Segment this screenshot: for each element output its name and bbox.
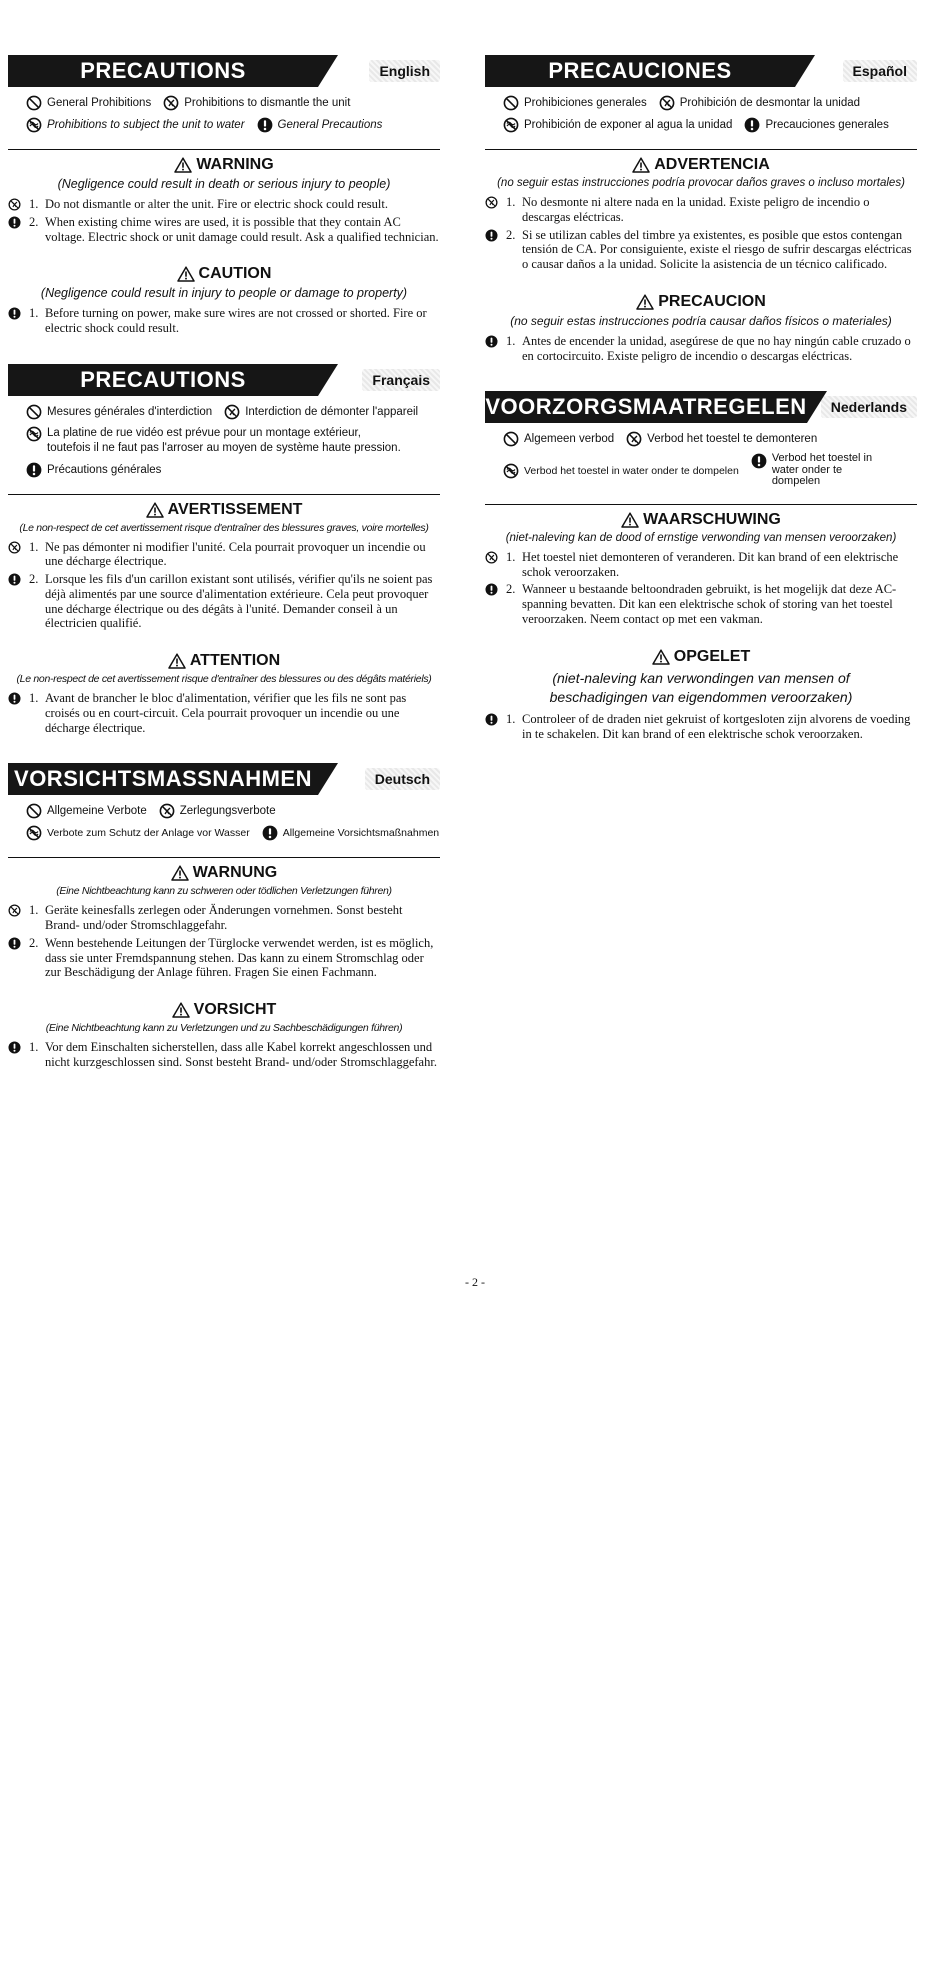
no-water-icon — [26, 825, 42, 841]
legend-water: Verbote zum Schutz der Anlage vor Wasser — [26, 825, 250, 841]
no-dismantle-icon — [8, 904, 21, 917]
warning-triangle-icon — [174, 157, 192, 173]
section-header — [8, 364, 440, 396]
caution-title: OPGELET — [485, 648, 917, 666]
caution-subtitle: (Le non-respect de cet avertissement risque d'entraîner des blessures ou des dégâts matériels) — [16, 673, 432, 686]
no-water-icon — [503, 117, 519, 133]
no-dismantle-icon — [485, 196, 498, 209]
list-item: 1. Vor dem Einschalten sicherstellen, dass alle Kabel korrekt angeschlossen und nicht kurzgeschlossen sind. Sonst besteht Brand- und/oder Stromschlaggefahr. — [8, 1040, 440, 1070]
warning-title: AVERTISSEMENT — [8, 501, 440, 519]
no-water-icon — [503, 463, 519, 479]
exclamation-icon — [744, 117, 760, 133]
prohibition-icon — [503, 95, 519, 111]
warning-title: WARNUNG — [8, 864, 440, 882]
caution-title: PRECAUCION — [485, 293, 917, 311]
warning-triangle-icon — [621, 512, 639, 528]
exclamation-icon — [485, 335, 498, 348]
header-title: VOORZORGSMAATREGELEN — [485, 391, 807, 423]
warning-title: WARNING — [8, 156, 440, 174]
no-water-icon — [26, 117, 42, 133]
legend-general-precautions: Precauciones generales — [744, 117, 888, 133]
caution-title: CAUTION — [8, 265, 440, 283]
no-dismantle-icon — [159, 803, 175, 819]
legend-dismantle: Interdiction de démonter l'appareil — [224, 404, 418, 420]
warning-triangle-icon — [636, 294, 654, 310]
warning-subtitle: (niet-naleving kan de dood of ernstige verwonding van mensen veroorzaken) — [505, 531, 897, 544]
legend-general-prohibitions: Prohibiciones generales — [503, 95, 647, 111]
legend-water: Prohibición de exponer al agua la unidad — [503, 117, 732, 133]
legend-general-precautions: Précautions générales — [26, 462, 161, 478]
legend-general-precautions: Verbod het toestel in water onder te dompelen — [751, 453, 882, 488]
divider — [8, 149, 440, 150]
header-title: PRECAUTIONS — [8, 55, 318, 87]
warning-subtitle: (Eine Nichtbeachtung kann zu schweren oder tödlichen Verletzungen führen) — [56, 885, 392, 898]
no-dismantle-icon — [485, 551, 498, 564]
exclamation-icon — [262, 825, 278, 841]
warning-list — [8, 903, 440, 980]
no-dismantle-icon — [163, 95, 179, 111]
warning-triangle-icon — [146, 502, 164, 518]
list-item: 1. Ne pas démonter ni modifier l'unité. Cela pourrait provoquer un incendie ou une décharge électrique. — [8, 540, 440, 570]
exclamation-icon — [8, 216, 21, 229]
legend-water: Prohibitions to subject the unit to water — [26, 117, 245, 133]
legend-general-prohibitions: General Prohibitions — [26, 95, 151, 111]
exclamation-icon — [8, 573, 21, 586]
left-column — [8, 55, 440, 1098]
language-label: Deutsch — [365, 768, 440, 790]
exclamation-icon — [485, 713, 498, 726]
warning-triangle-icon — [652, 649, 670, 665]
no-dismantle-icon — [224, 404, 240, 420]
divider — [485, 149, 917, 150]
caution-subtitle: (niet-naleving kan verwondingen van mensen of beschadigingen van eigendommen veroorzaken) — [549, 669, 853, 705]
list-item: 1. Het toestel niet demonteren of veranderen. Dit kan brand of een elektrische schok veroorzaken. — [485, 550, 917, 580]
list-item: 2. Wenn bestehende Leitungen der Türglocke verwendet werden, ist es möglich, dass sie unter Fremdspannung stehen. Das kann zu einem Stromschlag oder zur Beschädigung der Anlage führen. Fragen Sie einen Fachmann. — [8, 936, 440, 980]
symbol-legend — [485, 423, 917, 498]
caution-subtitle: (Eine Nichtbeachtung kann zu Verletzungen und zu Sachbeschädigungen führen) — [45, 1022, 403, 1035]
warning-triangle-icon — [168, 653, 186, 669]
exclamation-icon — [8, 307, 21, 320]
section-deutsch — [8, 763, 440, 1069]
symbol-legend — [8, 396, 440, 488]
header-title: VORSICHTSMASSNAHMEN — [8, 763, 318, 795]
language-label: Français — [362, 369, 440, 391]
caution-title: VORSICHT — [8, 1001, 440, 1019]
warning-triangle-icon — [632, 157, 650, 173]
list-item: 1. Avant de brancher le bloc d'alimentation, vérifier que les fils ne sont pas croisés ou en court-circuit. Cela pourrait provoquer un incendie ou une décharge électrique. — [8, 691, 440, 735]
list-item: 1. Geräte keinesfalls zerlegen oder Änderungen vornehmen. Sonst besteht Brand- und/oder Stromschlaggefahr. — [8, 903, 440, 933]
exclamation-icon — [485, 229, 498, 242]
warning-title: WAARSCHUWING — [485, 511, 917, 529]
legend-water: La platine de rue vidéo est prévue pour un montage extérieur, toutefois il ne faut pas l'arroser au moyen de système haute pression. — [26, 426, 407, 456]
symbol-legend — [8, 87, 440, 143]
warning-triangle-icon — [177, 266, 195, 282]
warning-subtitle: (Le non-respect de cet avertissement risque d'entraîner des blessures graves, voire mortelles) — [19, 521, 429, 534]
prohibition-icon — [26, 803, 42, 819]
list-item: 1. Controleer of de draden niet gekruist of kortgesloten zijn alvorens de voeding in te schakelen. Dit kan brand of een elektrische schok veroorzaken. — [485, 712, 917, 742]
caution-title: ATTENTION — [8, 652, 440, 670]
caution-list — [485, 712, 917, 742]
right-column — [485, 55, 917, 770]
list-item: 2. Si se utilizan cables del timbre ya existentes, es posible que estos contengan tensión de CA. Por consiguiente, existe el riesgo de sufrir descargas eléctricas o causar daños a la unidad. Solicite la asistencia de un técnico calificado. — [485, 228, 917, 272]
list-item: 2. Wanneer u bestaande beltoondraden gebruikt, is het mogelijk dat deze AC-spanning bevatten. Dit kan een elektrische schok of storing van het toestel veroorzaken. Neem contact op met een vakman. — [485, 582, 917, 626]
legend-dismantle: Verbod het toestel te demonteren — [626, 431, 817, 447]
page-number: - 2 - — [465, 1275, 485, 1289]
list-item: 2. When existing chime wires are used, it is possible that they contain AC voltage. Electric shock or unit damage could result. Ask a qualified technician. — [8, 215, 440, 245]
warning-title: ADVERTENCIA — [485, 156, 917, 174]
legend-dismantle: Zerlegungsverbote — [159, 803, 276, 819]
language-label: Nederlands — [821, 396, 917, 418]
legend-general-precautions: Allgemeine Vorsichtsmaßnahmen — [262, 825, 439, 841]
divider — [8, 857, 440, 858]
no-dismantle-icon — [626, 431, 642, 447]
list-item: 1. Do not dismantle or alter the unit. Fire or electric shock could result. — [8, 197, 440, 212]
warning-subtitle: (Negligence could result in death or serious injury to people) — [57, 177, 391, 191]
exclamation-icon — [26, 462, 42, 478]
prohibition-icon — [26, 95, 42, 111]
caution-subtitle: (Negligence could result in injury to people or damage to property) — [40, 286, 408, 301]
exclamation-icon — [751, 453, 767, 469]
legend-general-prohibitions: Mesures générales d'interdiction — [26, 404, 212, 420]
section-francais — [8, 364, 440, 736]
prohibition-icon — [503, 431, 519, 447]
caution-subtitle: (no seguir estas instrucciones podría causar daños físicos o materiales) — [510, 313, 892, 328]
exclamation-icon — [8, 937, 21, 950]
section-header — [8, 55, 440, 87]
warning-list — [485, 550, 917, 627]
legend-general-precautions: General Precautions — [257, 117, 383, 133]
exclamation-icon — [257, 117, 273, 133]
legend-general-prohibitions: Algemeen verbod — [503, 431, 614, 447]
caution-list — [8, 1040, 440, 1070]
divider — [485, 504, 917, 505]
language-label: English — [369, 60, 440, 82]
exclamation-icon — [8, 692, 21, 705]
legend-dismantle: Prohibición de desmontar la unidad — [659, 95, 860, 111]
no-water-icon — [26, 426, 42, 442]
caution-list — [8, 306, 440, 336]
warning-list — [8, 540, 440, 632]
header-title: PRECAUTIONS — [8, 364, 318, 396]
list-item: 1. No desmonte ni altere nada en la unidad. Existe peligro de incendio o descargas eléctricas. — [485, 195, 917, 225]
section-nederlands — [485, 391, 917, 742]
caution-list — [485, 334, 917, 364]
legend-dismantle: Prohibitions to dismantle the unit — [163, 95, 350, 111]
exclamation-icon — [8, 1041, 21, 1054]
warning-triangle-icon — [172, 1002, 190, 1018]
list-item: 2. Lorsque les fils d'un carillon existant sont utilisés, vérifier qu'ils ne soient pas déjà alimentés par une source d'alimentation extérieure. Cela peut provoquer une décharge électrique ou des dégâts à l'unité. Demander conseil à un électricien qualifié. — [8, 572, 440, 631]
header-title: PRECAUCIONES — [485, 55, 795, 87]
section-english — [8, 55, 440, 336]
section-header — [485, 55, 917, 87]
prohibition-icon — [26, 404, 42, 420]
divider — [8, 494, 440, 495]
exclamation-icon — [485, 583, 498, 596]
no-dismantle-icon — [659, 95, 675, 111]
warning-subtitle: (no seguir estas instrucciones podría provocar daños graves o incluso mortales) — [497, 177, 905, 189]
section-header — [8, 763, 440, 795]
symbol-legend — [485, 87, 917, 143]
section-espanol — [485, 55, 917, 363]
warning-list — [8, 197, 440, 244]
legend-general-prohibitions: Allgemeine Verbote — [26, 803, 147, 819]
symbol-legend — [8, 795, 440, 851]
list-item: 1. Antes de encender la unidad, asegúrese de que no hay ningún cable cruzado o en cortocircuito. Existe peligro de incendio o descargas eléctricas. — [485, 334, 917, 364]
no-dismantle-icon — [8, 198, 21, 211]
language-label: Español — [843, 60, 917, 82]
no-dismantle-icon — [8, 541, 21, 554]
caution-list — [8, 691, 440, 735]
warning-triangle-icon — [171, 865, 189, 881]
legend-water: Verbod het toestel in water onder te dompelen — [503, 463, 739, 479]
warning-list — [485, 195, 917, 272]
section-header — [485, 391, 917, 423]
list-item: 1. Before turning on power, make sure wires are not crossed or shorted. Fire or electric shock could result. — [8, 306, 440, 336]
